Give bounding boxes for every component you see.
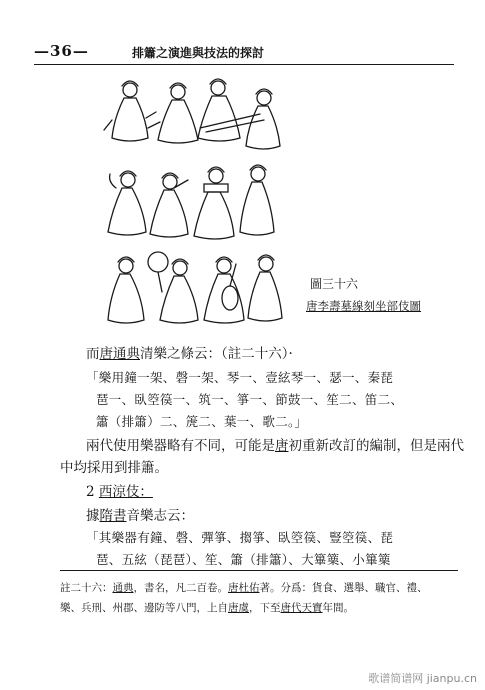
term-author: 唐杜佑 — [228, 582, 260, 594]
term-book: 通典 — [113, 346, 140, 362]
watermark: 歌谱简谱网 jianpu.cn — [368, 672, 477, 685]
quote-2-line-2: 琶、五絃（琵琶）、笙、簫（排簫）、大篳篥、小篳篥 — [96, 552, 391, 567]
term-era: 唐虞 — [228, 602, 249, 614]
paragraph-2-line-2: 中均採用到排簫。 — [60, 460, 168, 476]
section-number: 2 — [86, 484, 95, 500]
footnote-line-2 — [60, 600, 354, 615]
text-span: 兩代使用樂器略有不同，可能是 — [86, 438, 275, 454]
quote-2-line-1: 「其樂器有鐘、磬、彈箏、搊箏、臥箜篌、豎箜篌、琵 — [86, 530, 394, 545]
text-span: 註二十六： — [60, 582, 113, 594]
term-book: 通典 — [112, 582, 134, 594]
musician-row-3 — [108, 252, 282, 323]
figure-illustration — [100, 70, 300, 330]
paragraph-3 — [86, 504, 194, 524]
page-header — [34, 40, 454, 62]
text-span: ，書名，凡二百卷。 — [133, 582, 228, 594]
musician-row-2 — [108, 165, 274, 239]
term-dynasty: 唐 — [99, 346, 113, 362]
text-span: 初重新改訂的編制，但是兩代 — [288, 438, 464, 454]
text-span: 清樂之條云：（註二十六）· — [140, 346, 293, 362]
section-title: 西涼伎： — [98, 484, 153, 500]
running-title: 排簫之演進與技法的探討 — [132, 46, 265, 60]
musician-row-1 — [104, 79, 280, 149]
header-rule — [34, 64, 454, 65]
term-dynasty: 唐 — [275, 438, 289, 454]
text-span: 據 — [86, 508, 100, 524]
musicians-line-drawing — [100, 70, 300, 330]
section-2-heading — [86, 480, 153, 500]
quote-1-line-3: 簫（排簫）二、箎二、葉一、歌二。」 — [96, 414, 308, 429]
figure-title: 唐李壽墓線刻坐部伎圖 — [306, 299, 421, 313]
text-span: 音樂志云： — [126, 508, 194, 524]
term-book: 隋書 — [99, 508, 127, 524]
quote-1-line-1: 「樂用鐘一架、磬一架、琴一、壹絃琴一、瑟一、秦琵 — [86, 370, 394, 385]
term-era: 唐代天寶 — [280, 602, 323, 614]
footnote-line-1 — [60, 580, 428, 595]
page-number: —36— — [34, 42, 89, 60]
text-span: 樂、兵刑、州郡、邊防等八門，上自 — [60, 602, 228, 614]
paragraph-1 — [86, 342, 293, 362]
paragraph-2-line-1 — [86, 434, 464, 454]
footnote-rule — [60, 570, 458, 571]
figure-label: 圖三十六 — [310, 277, 359, 291]
text-span: ，下至 — [249, 602, 281, 614]
quote-1-line-2: 琶一、臥箜篌一、筑一、箏一、節鼓一、笙二、笛二、 — [96, 392, 404, 407]
text-span: 著。分爲：貨食、選舉、職官、禮、 — [259, 582, 428, 594]
text-span: 而 — [86, 346, 100, 362]
text-span: 年間。 — [322, 602, 354, 614]
